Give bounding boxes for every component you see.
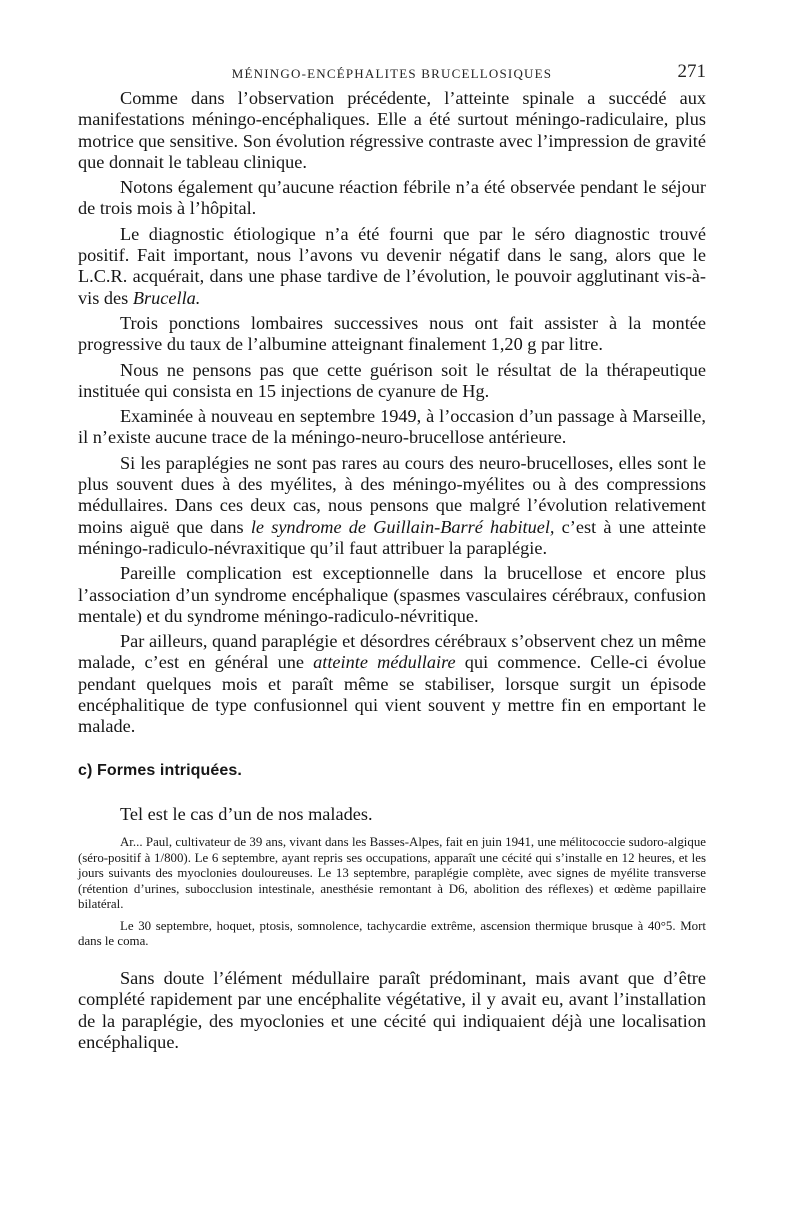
paragraph-8: Pareille complication est exceptionnelle dans la brucellose et encore plus l’association d’un syndrome encéphalique (spasmes vasculaires cérébraux, confusion mentale) et du syndrome méningo-radiculo-névritique. [78, 563, 706, 626]
page-number: 271 [677, 61, 706, 82]
conclusion-paragraph: Sans doute l’élément médullaire paraît prédominant, mais avant que d’être complété rapidement par une encéphalite végétative, il y avait eu, avant l’installation de la paraplégie, des myoclonies et une cécité qui indiquaient déjà une localisation encéphalique. [78, 968, 706, 1052]
paragraph-9-italic: atteinte médullaire [313, 652, 456, 673]
article-body [78, 88, 706, 1053]
book-page [78, 58, 706, 1057]
running-title: MÉNINGO-ENCÉPHALITES BRUCELLOSIQUES [231, 66, 553, 81]
paragraph-9-tail: qui commence. Celle-ci évolue pendant quelques mois et paraît même se stabiliser, lorsque surgit un épisode encéphalitique de type confusionnel qui vient souvent y mettre fin en emportant le malade. [78, 652, 706, 737]
paragraph-3 [78, 224, 706, 309]
paragraph-9-text: Par ailleurs, quand paraplégie et désordres cérébraux s’observent chez un même malade, c’est en général une [78, 631, 706, 673]
case-intro: Tel est le cas d’un de nos malades. [120, 803, 373, 824]
paragraph-1: Comme dans l’observation précédente, l’atteinte spinale a succédé aux manifestations méningo-encéphaliques. Elle a été surtout méningo-radiculaire, plus motrice que sensitive. Son évolution régressive contraste avec l’impression de gravité que donnait le tableau clinique. [78, 88, 706, 172]
paragraph-7 [78, 453, 706, 559]
running-head [78, 58, 706, 88]
paragraph-7-text: Si les paraplégies ne sont pas rares au cours des neuro-brucelloses, elles sont le plus souvent dues à des myélites, à des méningo-myélites ou à des compressions médullaires. Dans ces deux cas, nous pensons que malgré l’évolution relativement moins aiguë que dans [78, 452, 706, 537]
case-note-2: Le 30 septembre, hoquet, ptosis, somnolence, tachycardie extrême, ascension thermique brusque à 40°5. Mort dans le coma. [78, 918, 706, 949]
section-heading: c) Formes intriquées. [78, 761, 242, 779]
paragraph-6: Examinée à nouveau en septembre 1949, à l’occasion d’un passage à Marseille, il n’existe aucune trace de la méningo-neuro-brucellose antérieure. [78, 406, 706, 448]
case-note-1: Ar... Paul, cultivateur de 39 ans, vivant dans les Basses-Alpes, fait en juin 1941, une mélitococcie sudoro-algique (séro-positif à 1/800). Le 6 septembre, ayant repris ses occupations, apparaît une cécité qui s’installe en 12 heures, et les jours suivants des myoclonies douloureuses. Le 13 septembre, paraplégie complète, avec signes de myélite transverse (rétention d’urines, subocclusion intestinale, anesthésie remontant à D6, abolition des réflexes) et œdème papillaire bilatéral. [78, 834, 706, 912]
paragraph-2: Notons également qu’aucune réaction fébrile n’a été observée pendant le séjour de trois mois à l’hôpital. [78, 177, 706, 219]
paragraph-3-text: Le diagnostic étiologique n’a été fourni que par le séro diagnostic trouvé positif. Fait important, nous l’avons vu devenir négatif dans le sang, alors que le L.C.R. acquérait, dans une phase tardive de l’évolution, le pouvoir agglutinant vis-à-vis des [78, 223, 706, 308]
paragraph-4: Trois ponctions lombaires successives nous ont fait assister à la montée progressive du taux de l’albumine atteignant finalement 1,20 g par litre. [78, 312, 706, 355]
paragraph-3-italic: Brucella. [132, 287, 201, 308]
paragraph-7-tail: c’est à une atteinte méningo-radiculo-névraxitique qu’il faut attribuer la paraplégie. [78, 516, 706, 558]
paragraph-5: Nous ne pensons pas que cette guérison soit le résultat de la thérapeutique instituée qui consista en 15 injections de cyanure de Hg. [78, 359, 706, 401]
paragraph-7-italic: le syndrome de Guillain-Barré habituel, [250, 516, 555, 537]
paragraph-9 [78, 631, 706, 737]
